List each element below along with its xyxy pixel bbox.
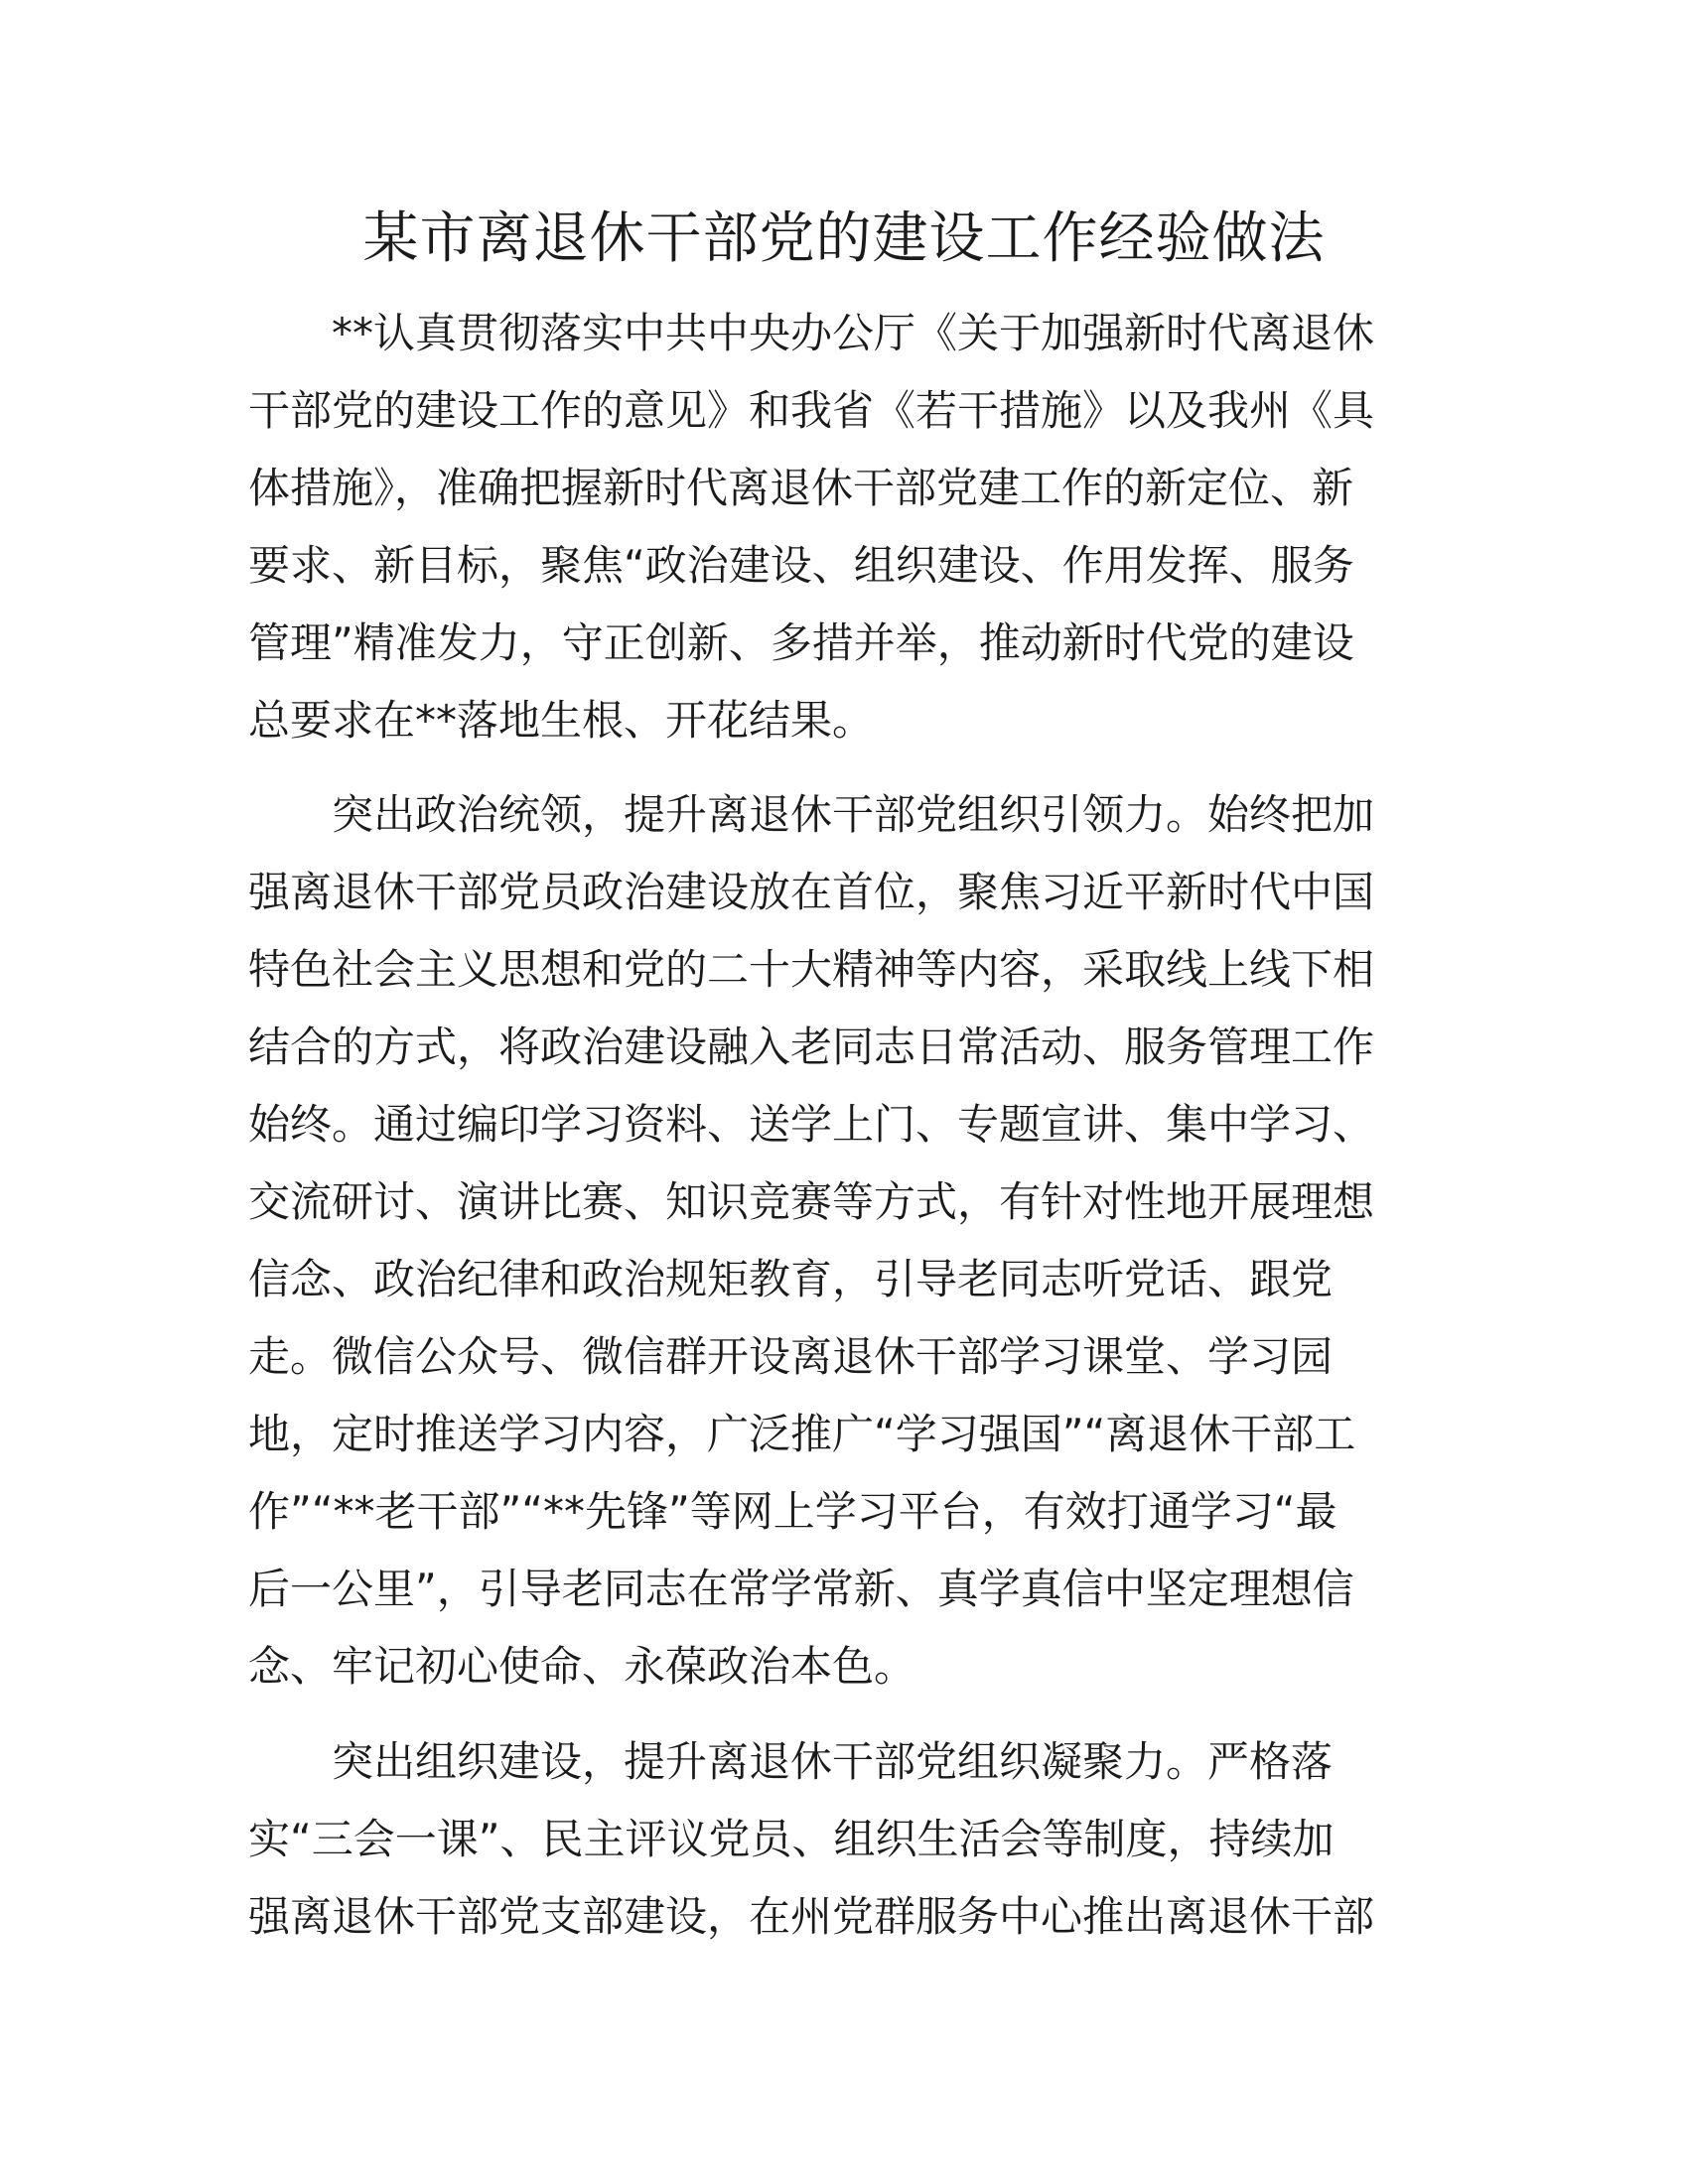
paragraph-line: 管理”精准发力，守正创新、多措并举，推动新时代党的建设	[248, 618, 1354, 667]
paragraph-line: 作”“**老干部”“**先锋”等网上学习平台，有效打通学习“最	[248, 1487, 1337, 1536]
paragraph-line: 强离退休干部党员政治建设放在首位，聚焦习近平新时代中国	[248, 868, 1375, 916]
paragraph-line: 干部党的建设工作的意见》和我省《若干措施》以及我州《具	[248, 386, 1375, 435]
paragraph-line: **认真贯彻落实中共中央办公厅《关于加强新时代离退休	[332, 309, 1375, 357]
paragraph-line: 走。微信公众号、微信群开设离退休干部学习课堂、学习园	[248, 1332, 1334, 1381]
paragraph-line: 念、牢记初心使命、永葆政治本色。	[248, 1642, 916, 1691]
paragraph-line: 特色社会主义思想和党的二十大精神等内容，采取线上线下相	[248, 945, 1375, 994]
paragraph-line: 结合的方式，将政治建设融入老同志日常活动、服务管理工作	[248, 1023, 1375, 1071]
paragraph-line: 后一公里”，引导老同志在常学常新、真学真信中坚定理想信	[248, 1565, 1354, 1613]
document-title: 某市离退休干部党的建设工作经验做法	[362, 206, 1326, 271]
paragraph-line: 交流研讨、演讲比赛、知识竞赛等方式，有针对性地开展理想	[248, 1177, 1375, 1226]
paragraph-line: 总要求在**落地生根、开花结果。	[248, 696, 875, 745]
paragraph-line: 突出组织建设，提升离退休干部党组织凝聚力。严格落	[332, 1737, 1334, 1786]
paragraph-line: 强离退休干部党支部建设，在州党群服务中心推出离退休干部	[248, 1892, 1375, 1941]
paragraph-line: 体措施》，准确把握新时代离退休干部党建工作的新定位、新	[248, 464, 1354, 512]
paragraph-line: 信念、政治纪律和政治规矩教育，引导老同志听党话、跟党	[248, 1255, 1334, 1303]
paragraph-line: 要求、新目标，聚焦“政治建设、组织建设、作用发挥、服务	[248, 541, 1354, 590]
paragraph-line: 地，定时推送学习内容，广泛推广“学习强国”“离退休干部工	[248, 1410, 1356, 1458]
paragraph-line: 突出政治统领，提升离退休干部党组织引领力。始终把加	[332, 790, 1375, 839]
paragraph-line: 实“三会一课”、民主评议党员、组织生活会等制度，持续加	[248, 1815, 1335, 1863]
paragraph-line: 始终。通过编印学习资料、送学上门、专题宣讲、集中学习、	[248, 1100, 1375, 1149]
